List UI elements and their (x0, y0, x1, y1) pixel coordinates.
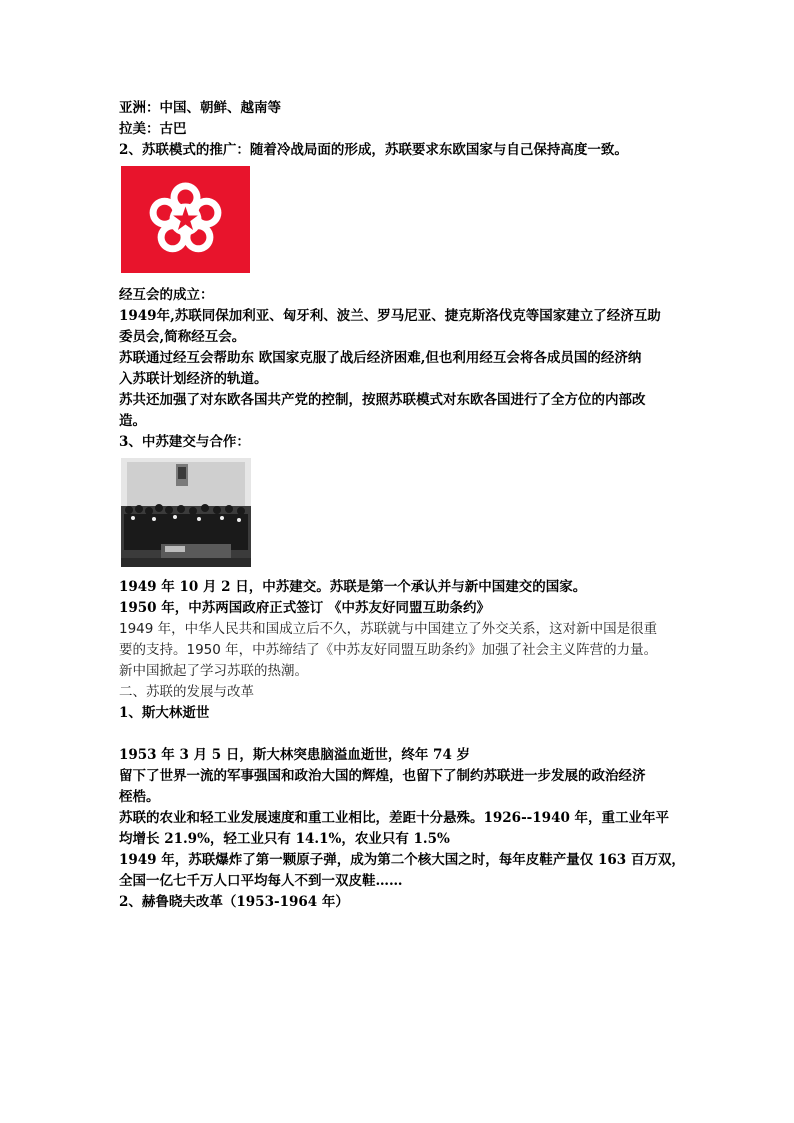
text-industry-gap-2: 均增长 21.9%，轻工业只有 14.1%，农业只有 1.5% (119, 831, 450, 847)
text-atomic-bomb-2: 全国一亿七千万人口平均每人不到一双皮鞋…… (119, 873, 403, 889)
text-prc-relations-2: 要的支持。1950 年，中苏缔结了《中苏友好同盟互助条约》加强了社会主义阵营的力量。 (119, 642, 658, 658)
text-comecon-help: 苏联通过经互会帮助东 欧国家克服了战后经济困难,但也利用经互会将各成员国的经济纳 (119, 350, 642, 366)
text-stalin-legacy-2: 桎梏。 (119, 789, 160, 805)
text-atomic-bomb-1: 1949 年，苏联爆炸了第一颗原子弹，成为第二个核大国之时，每年皮鞋产量仅 163 百万双， (119, 852, 685, 868)
text-industry-gap-1: 苏联的农业和轻工业发展速度和重工业相比，差距十分悬殊。1926--1940 年，重工业年平 (119, 810, 670, 826)
text-comecon-founding: 经互会的成立： (119, 287, 214, 303)
text-stalin-1953: 1953 年 3 月 5 日，斯大林突患脑溢血逝世，终年 74 岁 (119, 747, 471, 763)
heading-sino-soviet-relations: 3、中苏建交与合作： (119, 434, 250, 450)
text-sino-soviet-diplomacy: 1949 年 10 月 2 日，中苏建交。苏联是第一个承认并与新中国建交的国家。 (119, 579, 587, 595)
heading-soviet-model-promotion: 2、苏联模式的推广：随着冷战局面的形成，苏联要求东欧国家与自己保持高度一致。 (119, 142, 628, 158)
text-stalin-legacy-1: 留下了世界一流的军事强国和政治大国的辉煌，也留下了制约苏联进一步发展的政治经济 (119, 768, 646, 784)
text-comecon-planned-economy: 入苏联计划经济的轨道。 (119, 371, 268, 387)
heading-soviet-development-reform: 二、苏联的发展与改革 (119, 684, 254, 700)
text-reform-end: 造。 (119, 413, 146, 429)
heading-khrushchev-reform: 2、赫鲁晓夫改革（1953-1964 年） (119, 894, 349, 910)
text-latin-america: 拉美：古巴 (119, 121, 187, 137)
treaty-signing-photo (121, 458, 251, 567)
text-cpsu-control: 苏共还加强了对东欧各国共产党的控制，按照苏联模式对东欧各国进行了全方位的内部改 (119, 392, 646, 408)
comecon-flag-image (121, 166, 250, 273)
text-comecon-1949: 1949年,苏联同保加利亚、匈牙利、波兰、罗马尼亚、捷克斯洛伐克等国家建立了经济互助 (119, 308, 661, 324)
text-treaty-1950: 1950 年，中苏两国政府正式签订 《中苏友好同盟互助条约》 (119, 600, 490, 616)
text-asia: 亚洲：中国、朝鲜、越南等 (119, 100, 281, 116)
text-learn-from-ussr: 新中国掀起了学习苏联的热潮。 (119, 663, 308, 679)
heading-stalin-death: 1、斯大林逝世 (119, 705, 210, 721)
text-prc-relations-1: 1949 年，中华人民共和国成立后不久，苏联就与中国建立了外交关系，这对新中国是很重 (119, 621, 658, 637)
text-comecon-abbrev: 委员会,简称经互会。 (119, 329, 246, 345)
